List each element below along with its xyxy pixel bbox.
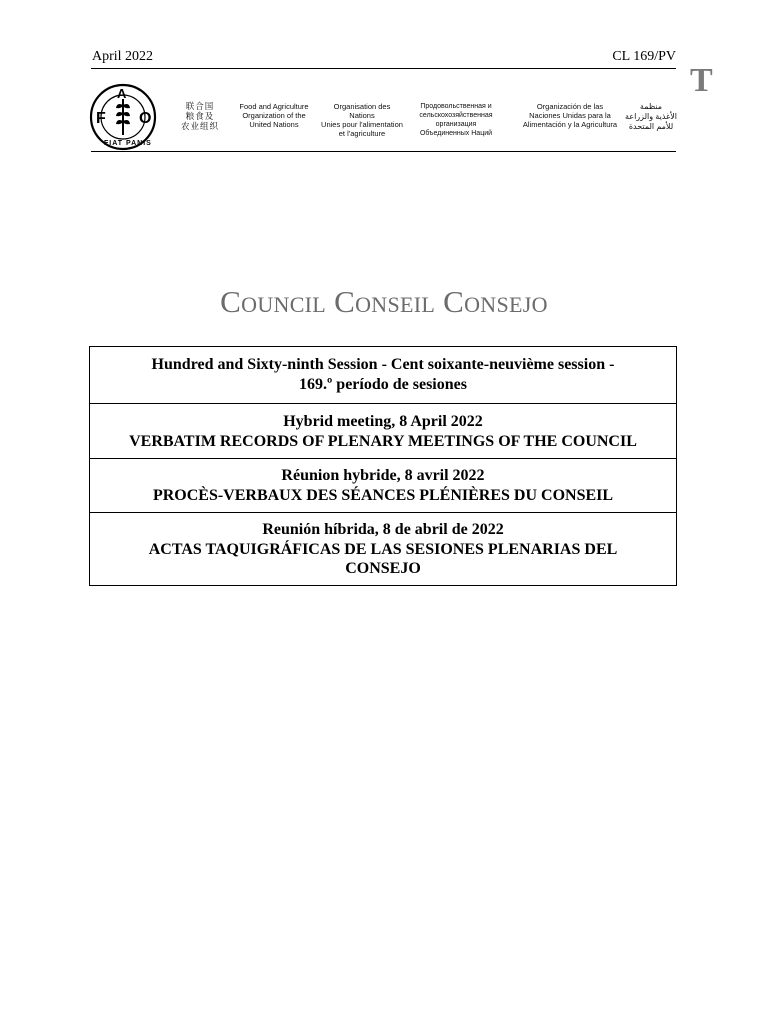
meeting-date-french: Réunion hybride, 8 avril 2022 bbox=[281, 467, 485, 484]
header-bottom-rule bbox=[91, 151, 676, 152]
session-title-line-1: Hundred and Sixty-ninth Session - Cent soixante-neuvième session - bbox=[151, 356, 615, 373]
language-code: T bbox=[690, 62, 713, 99]
document-code: CL 169/PV bbox=[612, 49, 676, 64]
org-name-spanish: Organización de las Naciones Unidas para la Alimentación y la Agricultura bbox=[522, 102, 618, 129]
meeting-date-english: Hybrid meeting, 8 April 2022 bbox=[283, 413, 483, 430]
session-row-multilingual bbox=[90, 347, 676, 403]
council-title: Council Conseil Consejo bbox=[220, 284, 548, 319]
header-top-rule bbox=[91, 68, 676, 69]
session-title-line-2: 169.º período de sesiones bbox=[299, 375, 467, 393]
logo-letter-a: A bbox=[117, 86, 127, 101]
fao-logo-icon bbox=[89, 83, 157, 151]
session-row-french bbox=[90, 458, 676, 512]
records-title-spanish-line-2: CONSEJO bbox=[345, 560, 421, 577]
session-info-box bbox=[89, 346, 677, 586]
session-row-spanish bbox=[90, 512, 676, 585]
org-name-english: Food and Agriculture Organization of the United Nations bbox=[239, 102, 309, 129]
session-row-english bbox=[90, 403, 676, 458]
logo-letter-f: F bbox=[96, 110, 106, 127]
logo-letter-o: O bbox=[139, 110, 152, 127]
meeting-date-spanish: Reunión híbrida, 8 de abril de 2022 bbox=[262, 521, 504, 538]
document-date: April 2022 bbox=[92, 49, 154, 64]
org-name-french: Organisation des Nations Unies pour l'alimentation et l'agriculture bbox=[321, 102, 403, 138]
records-title-french: PROCÈS-VERBAUX DES SÉANCES PLÉNIÈRES DU CONSEIL bbox=[152, 486, 614, 504]
org-name-russian: Продовольственная и сельскохозяйственная организация Объединенных Наций bbox=[419, 103, 493, 137]
logo-motto: FIAT PANIS bbox=[104, 140, 152, 147]
org-name-arabic: منظمة الأغذية والزراعة للأمم المتحدة bbox=[625, 102, 677, 131]
records-title-english: VERBATIM RECORDS OF PLENARY MEETINGS OF THE COUNCIL bbox=[129, 432, 637, 450]
records-title-spanish-line-1: ACTAS TAQUIGRÁFICAS DE LAS SESIONES PLENARIAS DEL bbox=[148, 540, 618, 558]
org-name-chinese: 联合国 粮食及 农业组织 bbox=[180, 102, 219, 132]
